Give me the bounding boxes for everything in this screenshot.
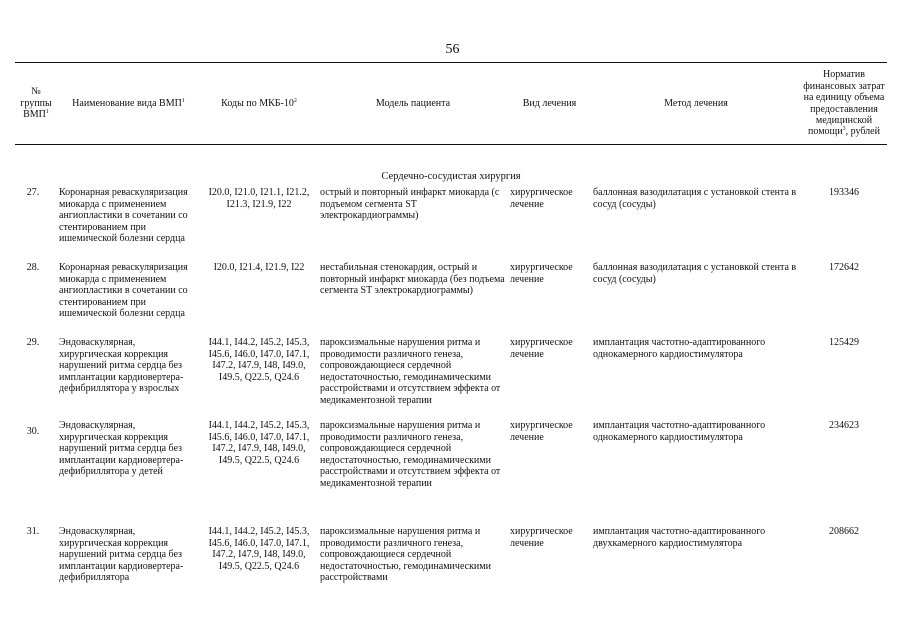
row-codes: I44.1, I44.2, I45.2, I45.3, I45.6, I46.0, I47.0, I47.1, I47.2, I47.9, I48, I49.0, I49.5, Q22.5, Q24.6 xyxy=(208,337,310,383)
footnote-marker: 3 xyxy=(842,126,846,133)
header-cost xyxy=(801,63,887,145)
table-header-row xyxy=(15,63,887,145)
row-model: острый и повторный инфаркт миокарда (с подъемом сегмента ST электрокардиограммы) xyxy=(320,187,500,222)
table-row xyxy=(15,420,887,526)
row-cost: 172642 xyxy=(829,262,859,273)
table-row xyxy=(15,526,887,596)
row-codes: I20.0, I21.4, I21.9, I22 xyxy=(213,262,305,273)
row-number: 31. xyxy=(26,526,40,537)
row-number: 28. xyxy=(26,262,40,273)
header-codes-label: Коды по МКБ-10 xyxy=(221,97,294,109)
table-row xyxy=(15,183,887,258)
header-cost-label: Норматив финансовых затрат на единицу объема предоставления медицинской помощи xyxy=(803,69,885,138)
page-number: 56 xyxy=(445,42,460,57)
row-model: пароксизмальные нарушения ритма и проводимости различного генеза, сопровождающиеся сердечной недостаточностью, гемодинамическими расстройствами xyxy=(320,526,491,584)
row-kind: хирургическое лечение xyxy=(510,187,573,210)
table-row xyxy=(15,258,887,333)
footnote-marker: 1 xyxy=(181,97,185,104)
header-group xyxy=(15,63,57,145)
header-name-label: Наименование вида ВМП xyxy=(72,97,182,109)
row-method: имплантация частотно-адаптированного однокамерного кардиостимулятора xyxy=(593,337,766,360)
header-method: Метод лечения xyxy=(591,63,801,145)
header-kind: Вид лечения xyxy=(508,63,591,145)
row-kind: хирургическое лечение xyxy=(510,526,573,549)
row-method: имплантация частотно-адаптированного двухкамерного кардиостимулятора xyxy=(593,526,766,549)
row-kind: хирургическое лечение xyxy=(510,337,573,360)
header-model: Модель пациента xyxy=(318,63,508,145)
row-name: Эндоваскулярная, хирургическая коррекция нарушений ритма сердца без имплантации кардиовертера-дефибриллятора xyxy=(59,526,184,584)
row-cost: 234623 xyxy=(829,420,859,431)
row-cost: 208662 xyxy=(829,526,859,537)
row-name: Эндоваскулярная, хирургическая коррекция нарушений ритма сердца без имплантации кардиовертера-дефибриллятора у взрослых xyxy=(59,337,184,395)
header-codes xyxy=(200,63,318,145)
row-model: нестабильная стенокардия, острый и повторный инфаркт миокарда (без подъема сегмента ST электрокардиограммы) xyxy=(320,262,505,297)
row-cost: 125429 xyxy=(829,337,859,348)
header-group-label: № группы ВМП xyxy=(20,86,52,121)
row-number: 29. xyxy=(26,337,40,348)
row-cost: 193346 xyxy=(829,187,859,198)
row-name: Коронарная реваскуляризация миокарда с применением ангиопластики в сочетании со стентированием при ишемической болезни сердца xyxy=(59,262,188,320)
row-kind: хирургическое лечение xyxy=(510,262,573,285)
vmp-table xyxy=(15,62,887,596)
row-method: имплантация частотно-адаптированного однокамерного кардиостимулятора xyxy=(593,420,766,443)
header-name xyxy=(57,63,200,145)
row-model: пароксизмальные нарушения ритма и проводимости различного генеза, сопровождающиеся сердечной недостаточностью, гемодинамическими расстройствами и отсутствием эффекта от медикаментозной терапии xyxy=(320,337,501,406)
footnote-marker: 2 xyxy=(293,97,297,104)
footnote-marker: 1 xyxy=(45,109,49,116)
table-row xyxy=(15,333,887,420)
row-codes: I44.1, I44.2, I45.2, I45.3, I45.6, I46.0, I47.0, I47.1, I47.2, I47.9, I48, I49.0, I49.5, Q22.5, Q24.6 xyxy=(208,420,310,466)
row-number: 30. xyxy=(26,426,40,437)
spacer xyxy=(15,145,887,170)
row-kind: хирургическое лечение xyxy=(510,420,573,443)
row-name: Коронарная реваскуляризация миокарда с применением ангиопластики в сочетании со стентированием при ишемической болезни сердца xyxy=(59,187,188,245)
row-number: 27. xyxy=(26,187,40,198)
header-cost-unit: , рублей xyxy=(845,126,880,138)
row-codes: I44.1, I44.2, I45.2, I45.3, I45.6, I46.0, I47.0, I47.1, I47.2, I47.9, I48, I49.0, I49.5, Q22.5, Q24.6 xyxy=(208,526,310,572)
row-method: баллонная вазодилатация с установкой стента в сосуд (сосуды) xyxy=(593,187,797,210)
row-name: Эндоваскулярная, хирургическая коррекция нарушений ритма сердца без имплантации кардиовертера-дефибриллятора у детей xyxy=(59,420,184,478)
section-title: Сердечно-сосудистая хирургия xyxy=(381,171,521,183)
row-method: баллонная вазодилатация с установкой стента в сосуд (сосуды) xyxy=(593,262,797,285)
row-model: пароксизмальные нарушения ритма и проводимости различного генеза, сопровождающиеся сердечной недостаточностью, гемодинамическими расстройствами и отсутствием эффекта от медикаментозной терапии xyxy=(320,420,501,489)
row-codes: I20.0, I21.0, I21.1, I21.2, I21.3, I21.9, I22 xyxy=(208,187,310,210)
